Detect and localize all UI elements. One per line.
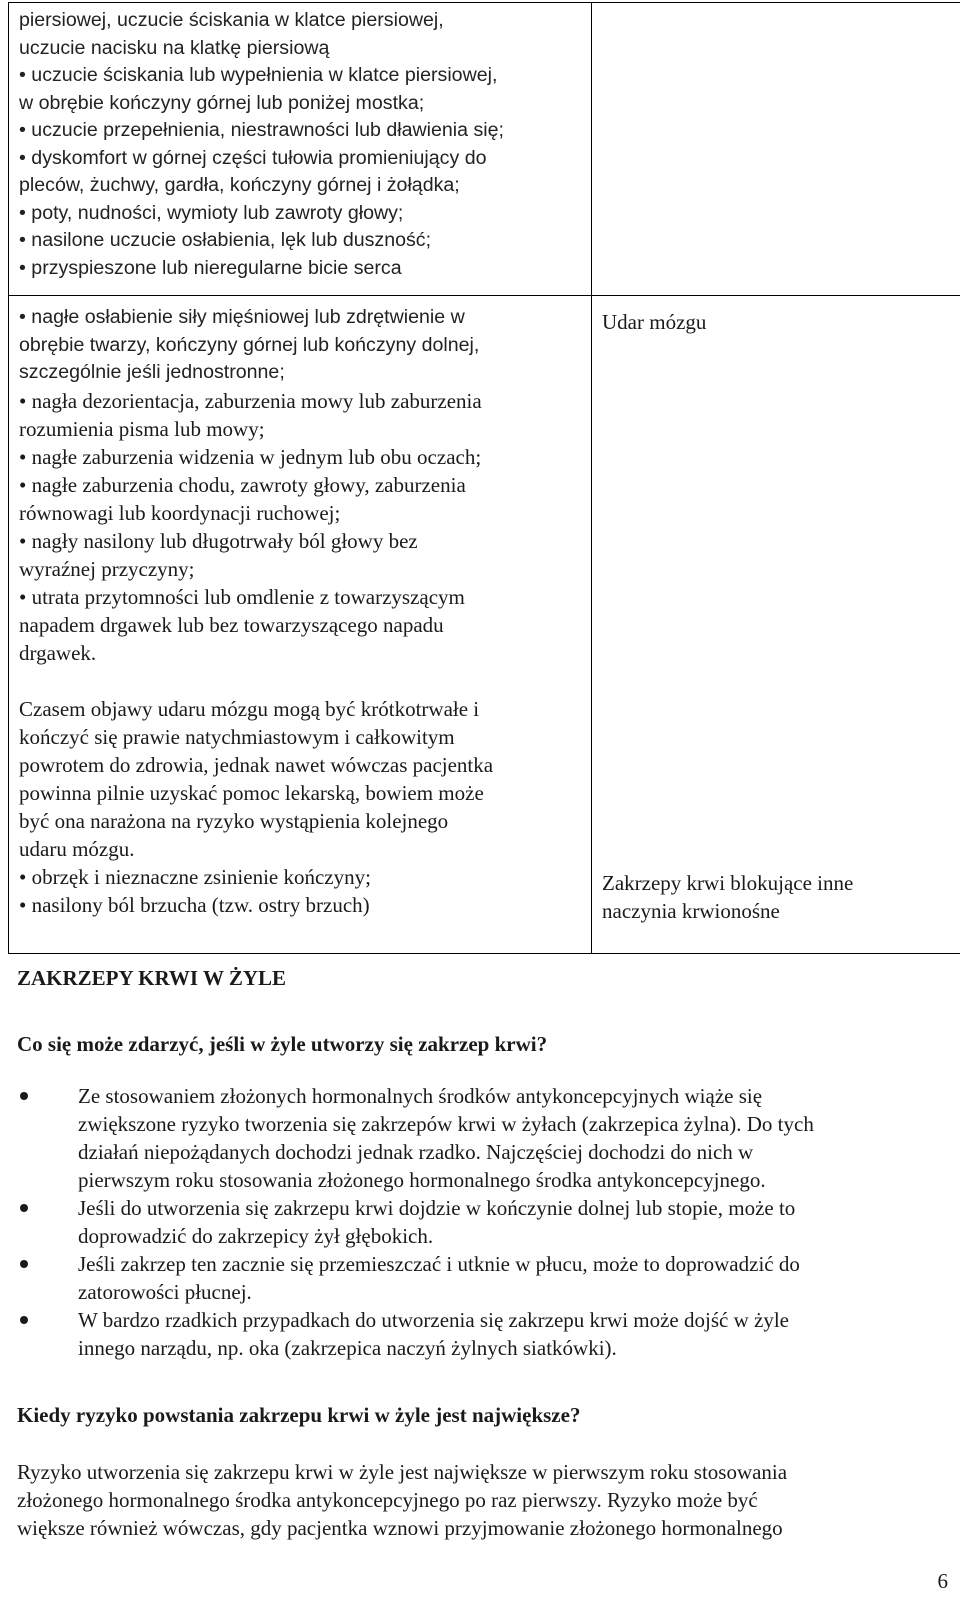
text-line: Jeśli do utworzenia się zakrzepu krwi dojdzie w kończynie dolnej lub stopie, może to <box>78 1196 796 1220</box>
heart-symptoms-text <box>9 3 591 282</box>
text-line: szczególnie jeśli jednostronne; <box>19 361 285 383</box>
text-line: • nagłe zaburzenia chodu, zawroty głowy, zaburzenia <box>19 472 466 497</box>
text-line: w obrębie kończyny górnej lub poniżej mostka; <box>19 91 425 114</box>
text-line: być ona narażona na ryzyko wystąpienia kolejnego <box>19 808 449 833</box>
text-line: W bardzo rzadkich przypadkach do utworzenia się zakrzepu krwi może dojść w żyle <box>78 1308 789 1332</box>
text-line: • nagły nasilony lub długotrwały ból głowy bez <box>19 528 418 553</box>
list-item <box>17 1250 947 1306</box>
text-line: • obrzęk i nieznaczne zsinienie kończyny; <box>19 864 371 889</box>
clot-symptoms-text <box>19 863 579 919</box>
section-heading <box>17 964 947 992</box>
text-line: pierwszym roku stosowania złożonego hormonalnego środka antykoncepcyjnego. <box>78 1168 766 1192</box>
table-cell-condition <box>592 296 960 954</box>
text-line: zatorowości płucnej. <box>78 1280 252 1304</box>
text-line: wyraźnej przyczyny; <box>19 556 195 581</box>
text-line: powrotem do zdrowia, jednak nawet wówczas pacjentka <box>19 752 494 777</box>
text-line: • nagłe zaburzenia widzenia w jednym lub obu oczach; <box>19 444 482 469</box>
list-item <box>17 1306 947 1362</box>
text-line: • nagła dezorientacja, zaburzenia mowy lub zaburzenia <box>19 388 482 413</box>
page-number: 6 <box>937 1569 948 1593</box>
text-line: doprowadzić do zakrzepicy żył głębokich. <box>78 1224 434 1248</box>
text-line: • uczucie ściskania lub wypełnienia w klatce piersiowej, <box>19 64 498 86</box>
text-line: Zakrzepy krwi blokujące inne <box>602 871 854 895</box>
list-item <box>17 1194 947 1250</box>
stroke-paragraph-1 <box>19 304 579 387</box>
question-heading-1 <box>17 1030 947 1058</box>
text-line: równowagi lub koordynacji ruchowej; <box>19 500 341 525</box>
text-line: rozumienia pisma lub mowy; <box>19 416 265 441</box>
condition-clots <box>602 869 853 925</box>
text-line: innego narządu, np. oka (zakrzepica naczyń żylnych siatkówki). <box>78 1336 617 1360</box>
text-line: Ze stosowaniem złożonych hormonalnych środków antykoncepcyjnych wiąże się <box>78 1084 763 1108</box>
stroke-paragraph-2 <box>19 387 579 667</box>
symptoms-table <box>8 2 960 954</box>
bullet-list <box>17 1082 947 1362</box>
question-title: Kiedy ryzyko powstania zakrzepu krwi w żyle jest największe? <box>17 1403 581 1427</box>
text-line: • nasilone uczucie osłabienia, lęk lub duszność; <box>19 229 432 251</box>
text-line: • utrata przytomności lub omdlenie z towarzyszącym <box>19 584 465 609</box>
text-line: • poty, nudności, wymioty lub zawroty głowy; <box>19 201 404 224</box>
table-cell-heart-symptoms <box>9 3 592 296</box>
stroke-paragraph-3 <box>19 695 579 863</box>
text-line: Jeśli zakrzep ten zacznie się przemieszczać i utknie w płucu, może to doprowadzić do <box>78 1252 800 1276</box>
text-line: • przyspieszone lub nieregularne bicie serca <box>19 256 402 279</box>
text-line: napadem drgawek lub bez towarzyszącego napadu <box>19 612 444 637</box>
table-cell-stroke-symptoms <box>9 296 592 954</box>
text-line: • nasilony ból brzucha (tzw. ostry brzuch) <box>19 892 370 917</box>
table-cell-empty <box>592 3 960 296</box>
text-line: naczynia krwionośne <box>602 899 780 923</box>
final-paragraph <box>17 1458 947 1542</box>
stroke-symptoms-text <box>9 296 591 919</box>
text-line: kończyć się prawie natychmiastowym i całkowitym <box>19 724 455 749</box>
text-line: udaru mózgu. <box>19 836 135 861</box>
list-item <box>17 1082 947 1194</box>
text-line: • uczucie przepełnienia, niestrawności lub dławienia się; <box>19 119 504 141</box>
text-line: pleców, żuchwy, gardła, kończyny górnej i żołądka; <box>19 174 460 196</box>
text-line: • nagłe osłabienie siły mięśniowej lub zdrętwienie w <box>19 306 465 328</box>
text-line: zwiększone ryzyko tworzenia się zakrzepów krwi w żyłach (zakrzepica żylna). Do tych <box>78 1112 814 1136</box>
section-title: ZAKRZEPY KRWI W ŻYLE <box>17 966 287 990</box>
condition-stroke: Udar mózgu <box>602 310 707 334</box>
text-line: drgawek. <box>19 640 97 665</box>
text-line: powinna pilnie uzyskać pomoc lekarską, bowiem może <box>19 780 484 805</box>
question-title: Co się może zdarzyć, jeśli w żyle utworzy się zakrzep krwi? <box>17 1032 548 1056</box>
question-heading-2 <box>17 1401 947 1429</box>
text-line: większe również wówczas, gdy pacjentka wznowi przyjmowanie złożonego hormonalnego <box>17 1516 783 1540</box>
text-line: działań niepożądanych dochodzi jednak rzadko. Najczęściej dochodzi do nich w <box>78 1140 754 1164</box>
text-line: złożonego hormonalnego środka antykoncepcyjnego po raz pierwszy. Ryzyko może być <box>17 1488 758 1512</box>
text-line: Ryzyko utworzenia się zakrzepu krwi w żyle jest największe w pierwszym roku stosowania <box>17 1460 788 1484</box>
text-line: Czasem objawy udaru mózgu mogą być krótkotrwałe i <box>19 696 480 721</box>
text-line: obrębie twarzy, kończyny górnej lub kończyny dolnej, <box>19 333 480 356</box>
text-line: uczucie nacisku na klatkę piersiową <box>19 36 330 59</box>
text-line: piersiowej, uczucie ściskania w klatce piersiowej, <box>19 9 444 31</box>
spacer <box>19 667 579 695</box>
text-line: • dyskomfort w górnej części tułowia promieniujący do <box>19 146 487 169</box>
